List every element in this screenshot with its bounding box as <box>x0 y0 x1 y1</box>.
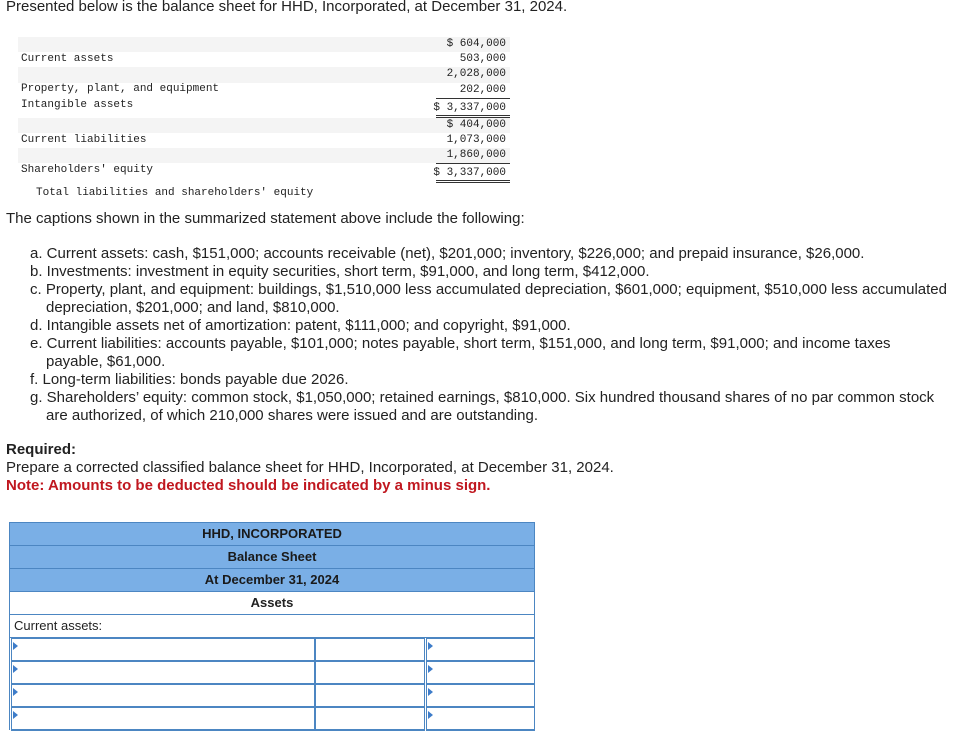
total-input[interactable] <box>426 684 535 708</box>
amount-input[interactable] <box>315 707 425 731</box>
entry-row <box>9 661 535 684</box>
stmt-amount: 202,000 <box>459 83 506 96</box>
stmt-label: Property, plant, and equipment <box>21 83 220 96</box>
total-input[interactable] <box>426 661 535 685</box>
stmt-amount: 1,073,000 <box>446 133 506 146</box>
caption-item: g. Shareholders’ equity: common stock, $1,050,000; retained earnings, $810,000. Six hundred thousand shares of no par common stock are authorized, of which 210,000 shares were issued and are outstanding. <box>30 389 935 424</box>
captions-intro: The captions shown in the summarized statement above include the following: <box>6 210 525 227</box>
account-select[interactable] <box>11 638 315 662</box>
stmt-amount: 503,000 <box>459 53 506 66</box>
company-name: HHD, INCORPORATED <box>9 522 535 545</box>
amount-input[interactable] <box>315 638 425 662</box>
required-text: Prepare a corrected classified balance sheet for HHD, Incorporated, at December 31, 2024. <box>6 459 614 476</box>
required-note: Note: Amounts to be deducted should be indicated by a minus sign. <box>6 477 491 494</box>
total-input[interactable] <box>426 638 535 662</box>
stmt-amount: 2,028,000 <box>446 68 506 81</box>
stmt-label: Intangible assets <box>21 98 134 111</box>
caption-item: c. Property, plant, and equipment: buildings, $1,510,000 less accumulated depreciation, $601,000; equipment, $510,000 less accumulated depreciation, $201,000; and land, $810,000. <box>30 281 947 316</box>
dropdown-arrow-icon <box>13 711 18 719</box>
stmt-amount: $ 604,000 <box>446 38 506 50</box>
dropdown-arrow-icon <box>428 711 433 719</box>
statement-date: At December 31, 2024 <box>9 568 535 592</box>
required-section <box>6 441 614 495</box>
account-select[interactable] <box>11 707 315 731</box>
stmt-row-total-assets <box>18 98 510 118</box>
stmt-amount: 1,860,000 <box>446 149 506 162</box>
dropdown-arrow-icon <box>428 688 433 696</box>
stmt-amount: $ 3,337,000 <box>433 167 506 180</box>
account-select[interactable] <box>11 661 315 685</box>
required-heading: Required: <box>6 441 77 458</box>
stmt-amount: $ 3,337,000 <box>433 101 506 114</box>
caption-item: d. Intangible assets net of amortization: patent, $111,000; and copyright, $91,000. <box>30 317 571 334</box>
stmt-label: Shareholders' equity <box>21 164 154 177</box>
dropdown-arrow-icon <box>428 642 433 650</box>
entry-row <box>9 684 535 707</box>
entry-row <box>9 638 535 661</box>
dropdown-arrow-icon <box>13 665 18 673</box>
stmt-amount: $ 404,000 <box>446 118 506 131</box>
stmt-label: Total liabilities and shareholders' equity <box>36 187 314 200</box>
stmt-row-long-term-liabilities <box>18 133 510 148</box>
caption-item: b. Investments: investment in equity securities, short term, $91,000, and long term, $412,000. <box>30 263 650 280</box>
amount-input[interactable] <box>315 661 425 685</box>
amount-input[interactable] <box>315 684 425 708</box>
stmt-label: Current liabilities <box>21 133 147 146</box>
balance-sheet-worksheet <box>9 522 535 730</box>
assets-section-heading: Assets <box>9 592 535 615</box>
caption-item: e. Current liabilities: accounts payable, $101,000; notes payable, short term, $151,000, and long term, $91,000; and income taxes payable, $61,000. <box>30 335 891 370</box>
dropdown-arrow-icon <box>13 642 18 650</box>
account-select[interactable] <box>11 684 315 708</box>
captions-list <box>30 245 950 425</box>
dropdown-arrow-icon <box>13 688 18 696</box>
stmt-row-investments <box>18 52 510 67</box>
stmt-label: Current assets <box>21 53 114 65</box>
caption-item: f. Long-term liabilities: bonds payable due 2026. <box>30 371 349 388</box>
total-input[interactable] <box>426 707 535 731</box>
stmt-row-total-le <box>18 163 510 200</box>
summarized-balance-sheet <box>18 37 510 200</box>
statement-title: Balance Sheet <box>9 545 535 568</box>
caption-item: a. Current assets: cash, $151,000; accounts receivable (net), $201,000; inventory, $226,000; and prepaid insurance, $26,000. <box>30 245 865 262</box>
intro-text: Presented below is the balance sheet for HHD, Incorporated, at December 31, 2024. <box>6 0 568 15</box>
dropdown-arrow-icon <box>428 665 433 673</box>
current-assets-category: Current assets: <box>9 615 535 638</box>
